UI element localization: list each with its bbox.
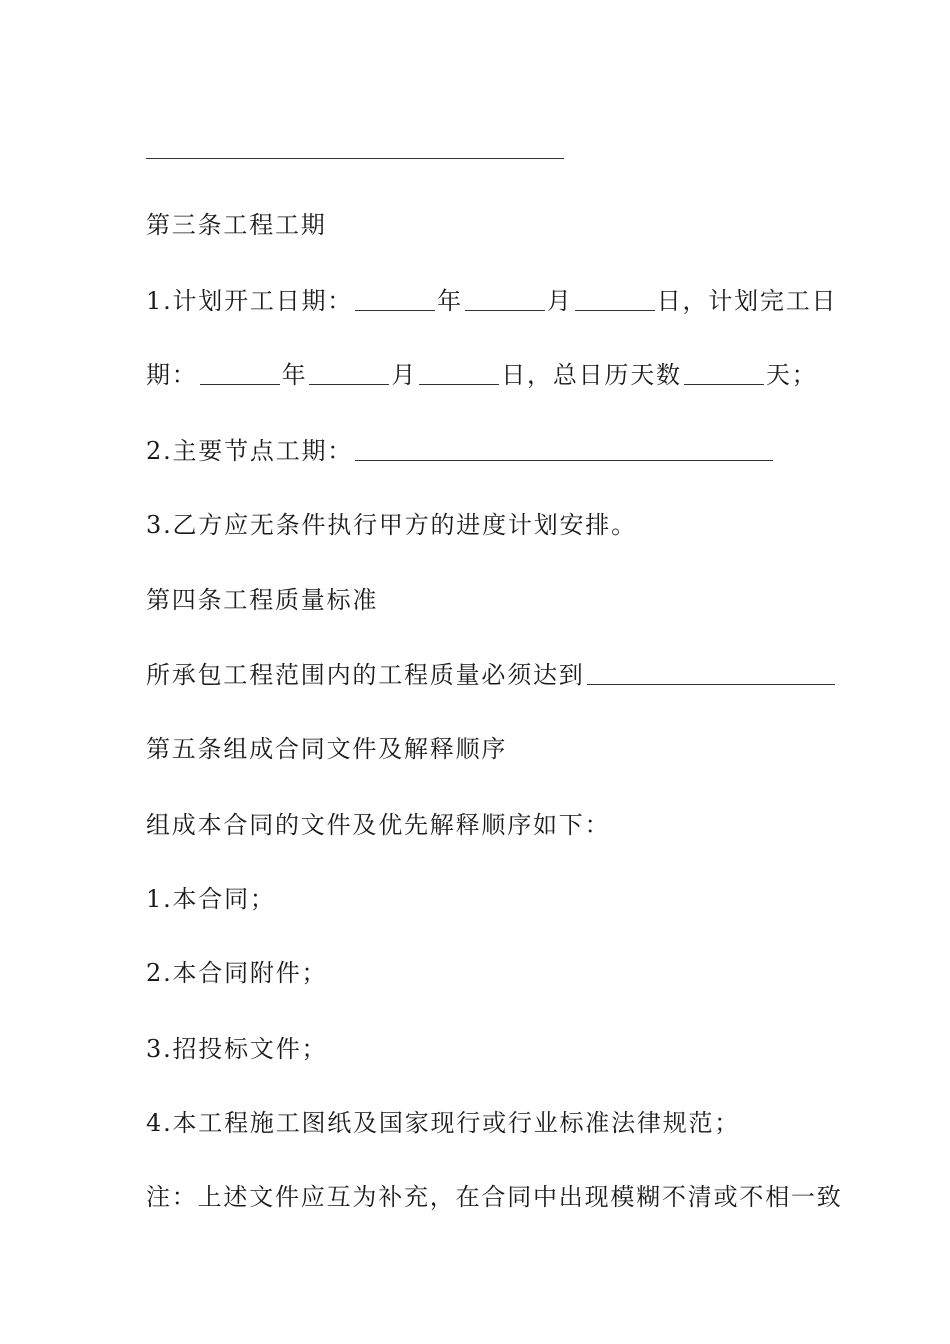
quality-blank[interactable] bbox=[587, 656, 835, 685]
order-intro: 组成本合同的文件及优先解释顺序如下： bbox=[146, 811, 611, 839]
start-day-blank[interactable] bbox=[575, 282, 655, 311]
signature-blank-line bbox=[146, 158, 564, 159]
schedule-clause: 3.乙方应无条件执行甲方的进度计划安排。 bbox=[146, 511, 637, 539]
end-year-blank[interactable] bbox=[200, 356, 280, 385]
milestone-blank[interactable] bbox=[355, 432, 773, 461]
start-month-blank[interactable] bbox=[465, 282, 545, 311]
milestone-line bbox=[146, 431, 775, 471]
end-day-blank[interactable] bbox=[419, 356, 499, 385]
doc-list-item: 2.本合同附件； bbox=[146, 959, 328, 987]
article-3-title: 第三条工程工期 bbox=[146, 211, 327, 239]
note-paragraph: 注：上述文件应互为补充，在合同中出现模糊不清或不相一致 bbox=[146, 1183, 843, 1211]
doc-list-item: 4.本工程施工图纸及国家现行或行业标准法律规范； bbox=[146, 1109, 741, 1137]
end-date-line: 期： 年 月 日，总日历天数 天； bbox=[146, 355, 817, 395]
total-days-blank[interactable] bbox=[684, 356, 764, 385]
start-date-label: 1.计划开工日期： bbox=[146, 287, 354, 315]
article-4-title: 第四条工程质量标准 bbox=[146, 586, 379, 614]
doc-list-item: 3.招投标文件； bbox=[146, 1035, 328, 1063]
article-5-title: 第五条组成合同文件及解释顺序 bbox=[146, 735, 508, 763]
quality-label: 所承包工程范围内的工程质量必须达到 bbox=[146, 661, 585, 689]
end-month-blank[interactable] bbox=[309, 356, 389, 385]
milestone-label: 2.主要节点工期： bbox=[146, 437, 354, 465]
start-year-blank[interactable] bbox=[355, 282, 435, 311]
quality-line bbox=[146, 655, 837, 695]
start-date-line: 1.计划开工日期： 年 月 日，计划完工日 bbox=[146, 281, 837, 321]
doc-list-item: 1.本合同； bbox=[146, 885, 276, 913]
